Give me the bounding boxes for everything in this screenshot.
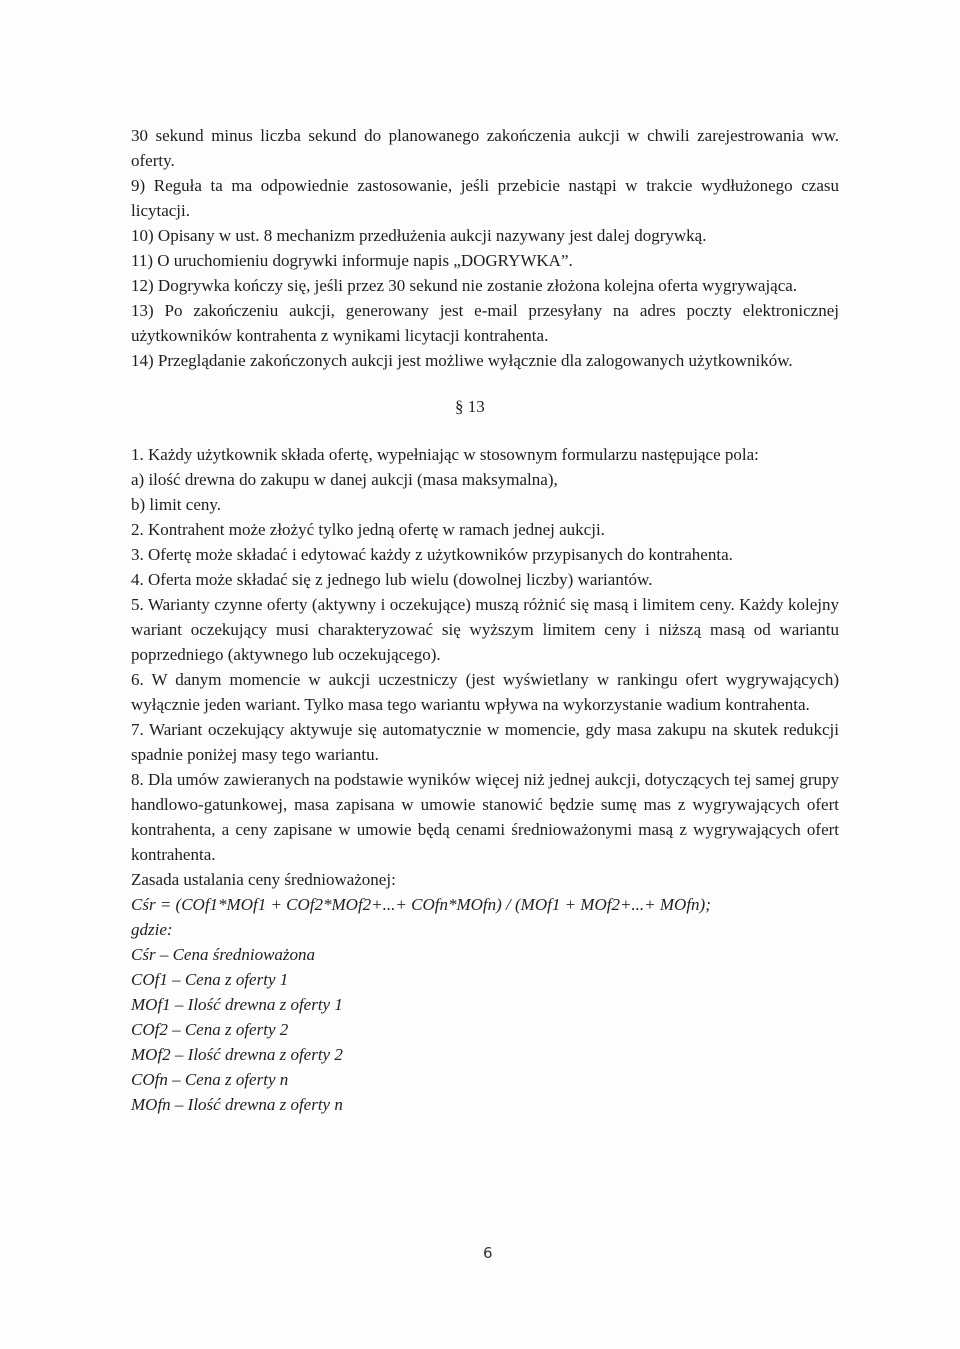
legend-item: MOf1 – Ilość drewna z oferty 1 <box>131 995 343 1014</box>
legend-item: COfn – Cena z oferty n <box>131 1070 289 1089</box>
section-13-body <box>131 442 839 1117</box>
legend-item: MOf2 – Ilość drewna z oferty 2 <box>131 1045 343 1064</box>
formula-intro: Zasada ustalania ceny średnioważonej: <box>131 870 396 889</box>
paragraph-item-12: 12) Dogrywka kończy się, jeśli przez 30 sekund nie zostanie złożona kolejna oferta wygrywająca. <box>131 276 798 295</box>
section-item-6: 6. W danym momencie w aukcji uczestniczy (jest wyświetlany w rankingu ofert wygrywających) wyłącznie jeden wariant. Tylko masa tego wariantu wpływa na wykorzystanie wadium kontrahenta. <box>131 670 839 714</box>
page-content <box>131 123 839 1117</box>
section-item-7: 7. Wariant oczekujący aktywuje się automatycznie w momencie, gdy masa zakupu na skutek redukcji spadnie poniżej masy tego wariantu. <box>131 720 839 764</box>
legend-heading: gdzie: <box>131 920 173 939</box>
section-item-1b: b) limit ceny. <box>131 495 222 514</box>
paragraph-item-10: 10) Opisany w ust. 8 mechanizm przedłużenia aukcji nazywany jest dalej dogrywką. <box>131 226 707 245</box>
section-heading: § 13 <box>455 397 485 416</box>
section-item-8: 8. Dla umów zawieranych na podstawie wyników więcej niż jednej aukcji, dotyczących tej samej grupy handlowo-gatunkowej, masa zapisana w umowie stanowić będzie sumę mas z wygrywających ofert kontrahenta, a ceny zapisane w umowie będą cenami średnioważonymi masą z wygrywających ofert kontrahenta. <box>131 770 839 864</box>
paragraph-item-13: 13) Po zakończeniu aukcji, generowany jest e-mail przesyłany na adres poczty elektronicznej użytkowników kontrahenta z wynikami licytacji kontrahenta. <box>131 301 839 345</box>
paragraph-item-14: 14) Przeglądanie zakończonych aukcji jest możliwe wyłącznie dla zalogowanych użytkowników. <box>131 351 793 370</box>
legend-item: COf1 – Cena z oferty 1 <box>131 970 289 989</box>
paragraph-continuation: 30 sekund minus liczba sekund do planowanego zakończenia aukcji w chwili zarejestrowania ww. oferty. <box>131 126 839 170</box>
section-item-4: 4. Oferta może składać się z jednego lub wielu (dowolnej liczby) wariantów. <box>131 570 653 589</box>
legend-item: Cśr – Cena średnioważona <box>131 945 316 964</box>
paragraph-item-11: 11) O uruchomieniu dogrywki informuje napis „DOGRYWKA”. <box>131 251 573 270</box>
section-item-5: 5. Warianty czynne oferty (aktywny i oczekujące) muszą różnić się masą i limitem ceny. Każdy kolejny wariant oczekujący musi charakteryzować się wyższym limitem ceny i niższą masą od wariantu poprzedniego (aktywnego lub oczekującego). <box>131 595 839 664</box>
paragraph-item-9: 9) Reguła ta ma odpowiednie zastosowanie, jeśli przebicie nastąpi w trakcie wydłużonego czasu licytacji. <box>131 176 839 220</box>
page-number: 6 <box>483 1244 493 1262</box>
legend-item: COf2 – Cena z oferty 2 <box>131 1020 289 1039</box>
section-item-1a: a) ilość drewna do zakupu w danej aukcji (masa maksymalna), <box>131 470 558 489</box>
section-item-1: 1. Każdy użytkownik składa ofertę, wypełniając w stosownym formularzu następujące pola: <box>131 445 759 464</box>
section-item-3: 3. Ofertę może składać i edytować każdy z użytkowników przypisanych do kontrahenta. <box>131 545 733 564</box>
legend-item: MOfn – Ilość drewna z oferty n <box>131 1095 343 1114</box>
weighted-price-formula: Cśr = (COf1*MOf1 + COf2*MOf2+...+ COfn*MOfn) / (MOf1 + MOf2+...+ MOfn); <box>131 895 711 914</box>
section-item-2: 2. Kontrahent może złożyć tylko jedną ofertę w ramach jednej aukcji. <box>131 520 605 539</box>
